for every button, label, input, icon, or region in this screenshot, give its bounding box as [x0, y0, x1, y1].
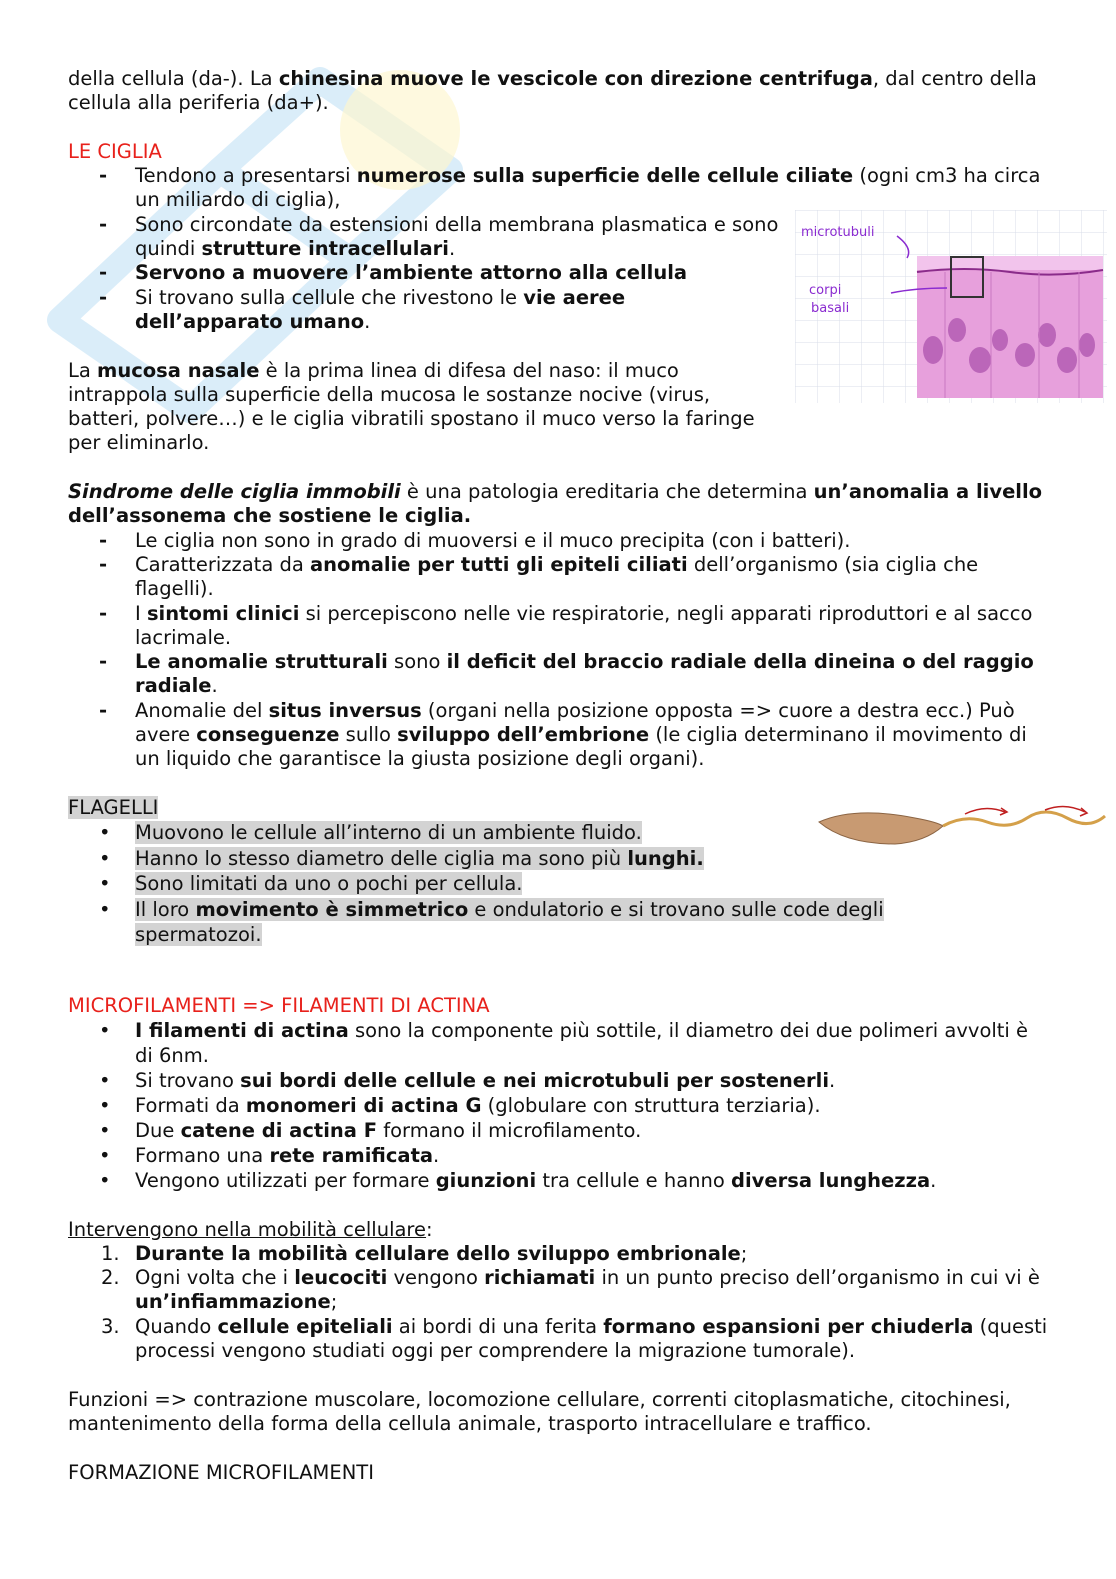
heading-flagelli: FLAGELLI	[68, 795, 159, 819]
list-item: • Hanno lo stesso diametro delle ciglia ma sono più lunghi.	[99, 846, 704, 870]
list-item: - I sintomi clinici si percepiscono nelle vie respiratorie, negli apparati riproduttori e al sacco lacrimale.	[99, 601, 1033, 649]
list-item: • Formano una rete ramificata.	[99, 1144, 440, 1168]
list-item: - Le ciglia non sono in grado di muoversi e il muco precipita (con i batteri).	[99, 528, 851, 552]
list-item: - Si trovano sulla cellule che rivestono le vie aeree dell’apparato umano.	[99, 285, 626, 333]
label-corpi: corpi	[809, 283, 842, 298]
microfilamenti-list	[68, 1018, 1048, 1193]
list-item: - Le anomalie strutturali sono il deficit del braccio radiale della dineina o del raggio radiale.	[99, 650, 1034, 698]
mobilita-list	[68, 1242, 1048, 1363]
ciliated-epithelium-figure	[795, 210, 1107, 403]
mucosa-paragraph: La mucosa nasale è la prima linea di difesa del naso: il muco intrappola sulla superficie della mucosa le sostanze nocive (virus, batteri, polvere…) e le ciglia vibratili spostano il muco verso la faringe per eliminarlo.	[68, 358, 755, 455]
funzioni-paragraph: Funzioni => contrazione muscolare, locomozione cellulare, correnti citoplasmatiche, citochinesi, mantenimento della forma della cellula animale, trasporto intracellulare e traffico.	[68, 1387, 1011, 1435]
intro-paragraph: della cellula (da-). La chinesina muove le vescicole con direzione centrifuga, dal centro della cellula alla periferia (da+).	[68, 67, 1037, 115]
heading-ciglia: LE CIGLIA	[68, 139, 162, 163]
list-item: - Anomalie del situs inversus (organi nella posizione opposta => cuore a destra ecc.) Può avere conseguenze sullo sviluppo dell’embrione (le ciglia determinano il movimento di un liquido che garantisce la giusta posizione degli organi).	[99, 698, 1027, 771]
list-item: • Si trovano sui bordi delle cellule e nei microtubuli per sostenerli.	[99, 1069, 836, 1093]
list-item: • Due catene di actina F formano il microfilamento.	[99, 1119, 642, 1143]
sindrome-paragraph: Sindrome delle ciglia immobili è una patologia ereditaria che determina un’anomalia a livello dell’assonema che sostiene le ciglia.	[68, 480, 1043, 528]
heading-microfilamenti: MICROFILAMENTI => FILAMENTI DI ACTINA	[68, 994, 490, 1017]
list-item: • Formati da monomeri di actina G (globulare con struttura terziaria).	[99, 1094, 821, 1118]
list-item: • Il loro movimento è simmetrico e ondulatorio e si trovano sulle code degli spermatozoi.	[99, 897, 884, 947]
label-basali: basali	[811, 301, 850, 316]
list-item: 1. Durante la mobilità cellulare dello sviluppo embrionale;	[101, 1241, 748, 1265]
list-item: • Muovono le cellule all’interno di un ambiente fluido.	[99, 821, 642, 845]
mobilita-lead: Intervengono nella mobilità cellulare:	[68, 1217, 433, 1241]
list-item: • Sono limitati da uno o pochi per cellula.	[99, 872, 523, 896]
flagellate-figure	[815, 796, 1107, 856]
list-item: 3. Quando cellule epiteliali ai bordi di una ferita formano espansioni per chiuderla (questi processi vengono studiati oggi per comprendere la migrazione tumorale).	[101, 1314, 1048, 1363]
list-item: - Servono a muovere l’ambiente attorno alla cellula	[99, 261, 688, 285]
list-item: - Tendono a presentarsi numerose sulla superficie delle cellule ciliate (ogni cm3 ha circa un miliardo di ciglia),	[99, 164, 1041, 212]
label-microtubuli: microtubuli	[801, 225, 875, 240]
heading-formazione: FORMAZIONE MICROFILAMENTI	[68, 1460, 374, 1484]
list-item: - Caratterizzata da anomalie per tutti gli epiteli ciliati dell’organismo (sia ciglia che flagelli).	[99, 552, 979, 601]
list-item: - Sono circondate da estensioni della membrana plasmatica e sono quindi strutture intracellulari.	[99, 212, 779, 261]
sindrome-list	[68, 529, 1048, 772]
list-item: • I filamenti di actina sono la componente più sottile, il diametro dei due polimeri avvolti è di 6nm.	[99, 1019, 1029, 1068]
list-item: 2. Ogni volta che i leucociti vengono richiamati in un punto preciso dell’organismo in cui vi è un’infiammazione;	[101, 1266, 1040, 1314]
list-item: • Vengono utilizzati per formare giunzioni tra cellule e hanno diversa lunghezza.	[99, 1169, 937, 1193]
